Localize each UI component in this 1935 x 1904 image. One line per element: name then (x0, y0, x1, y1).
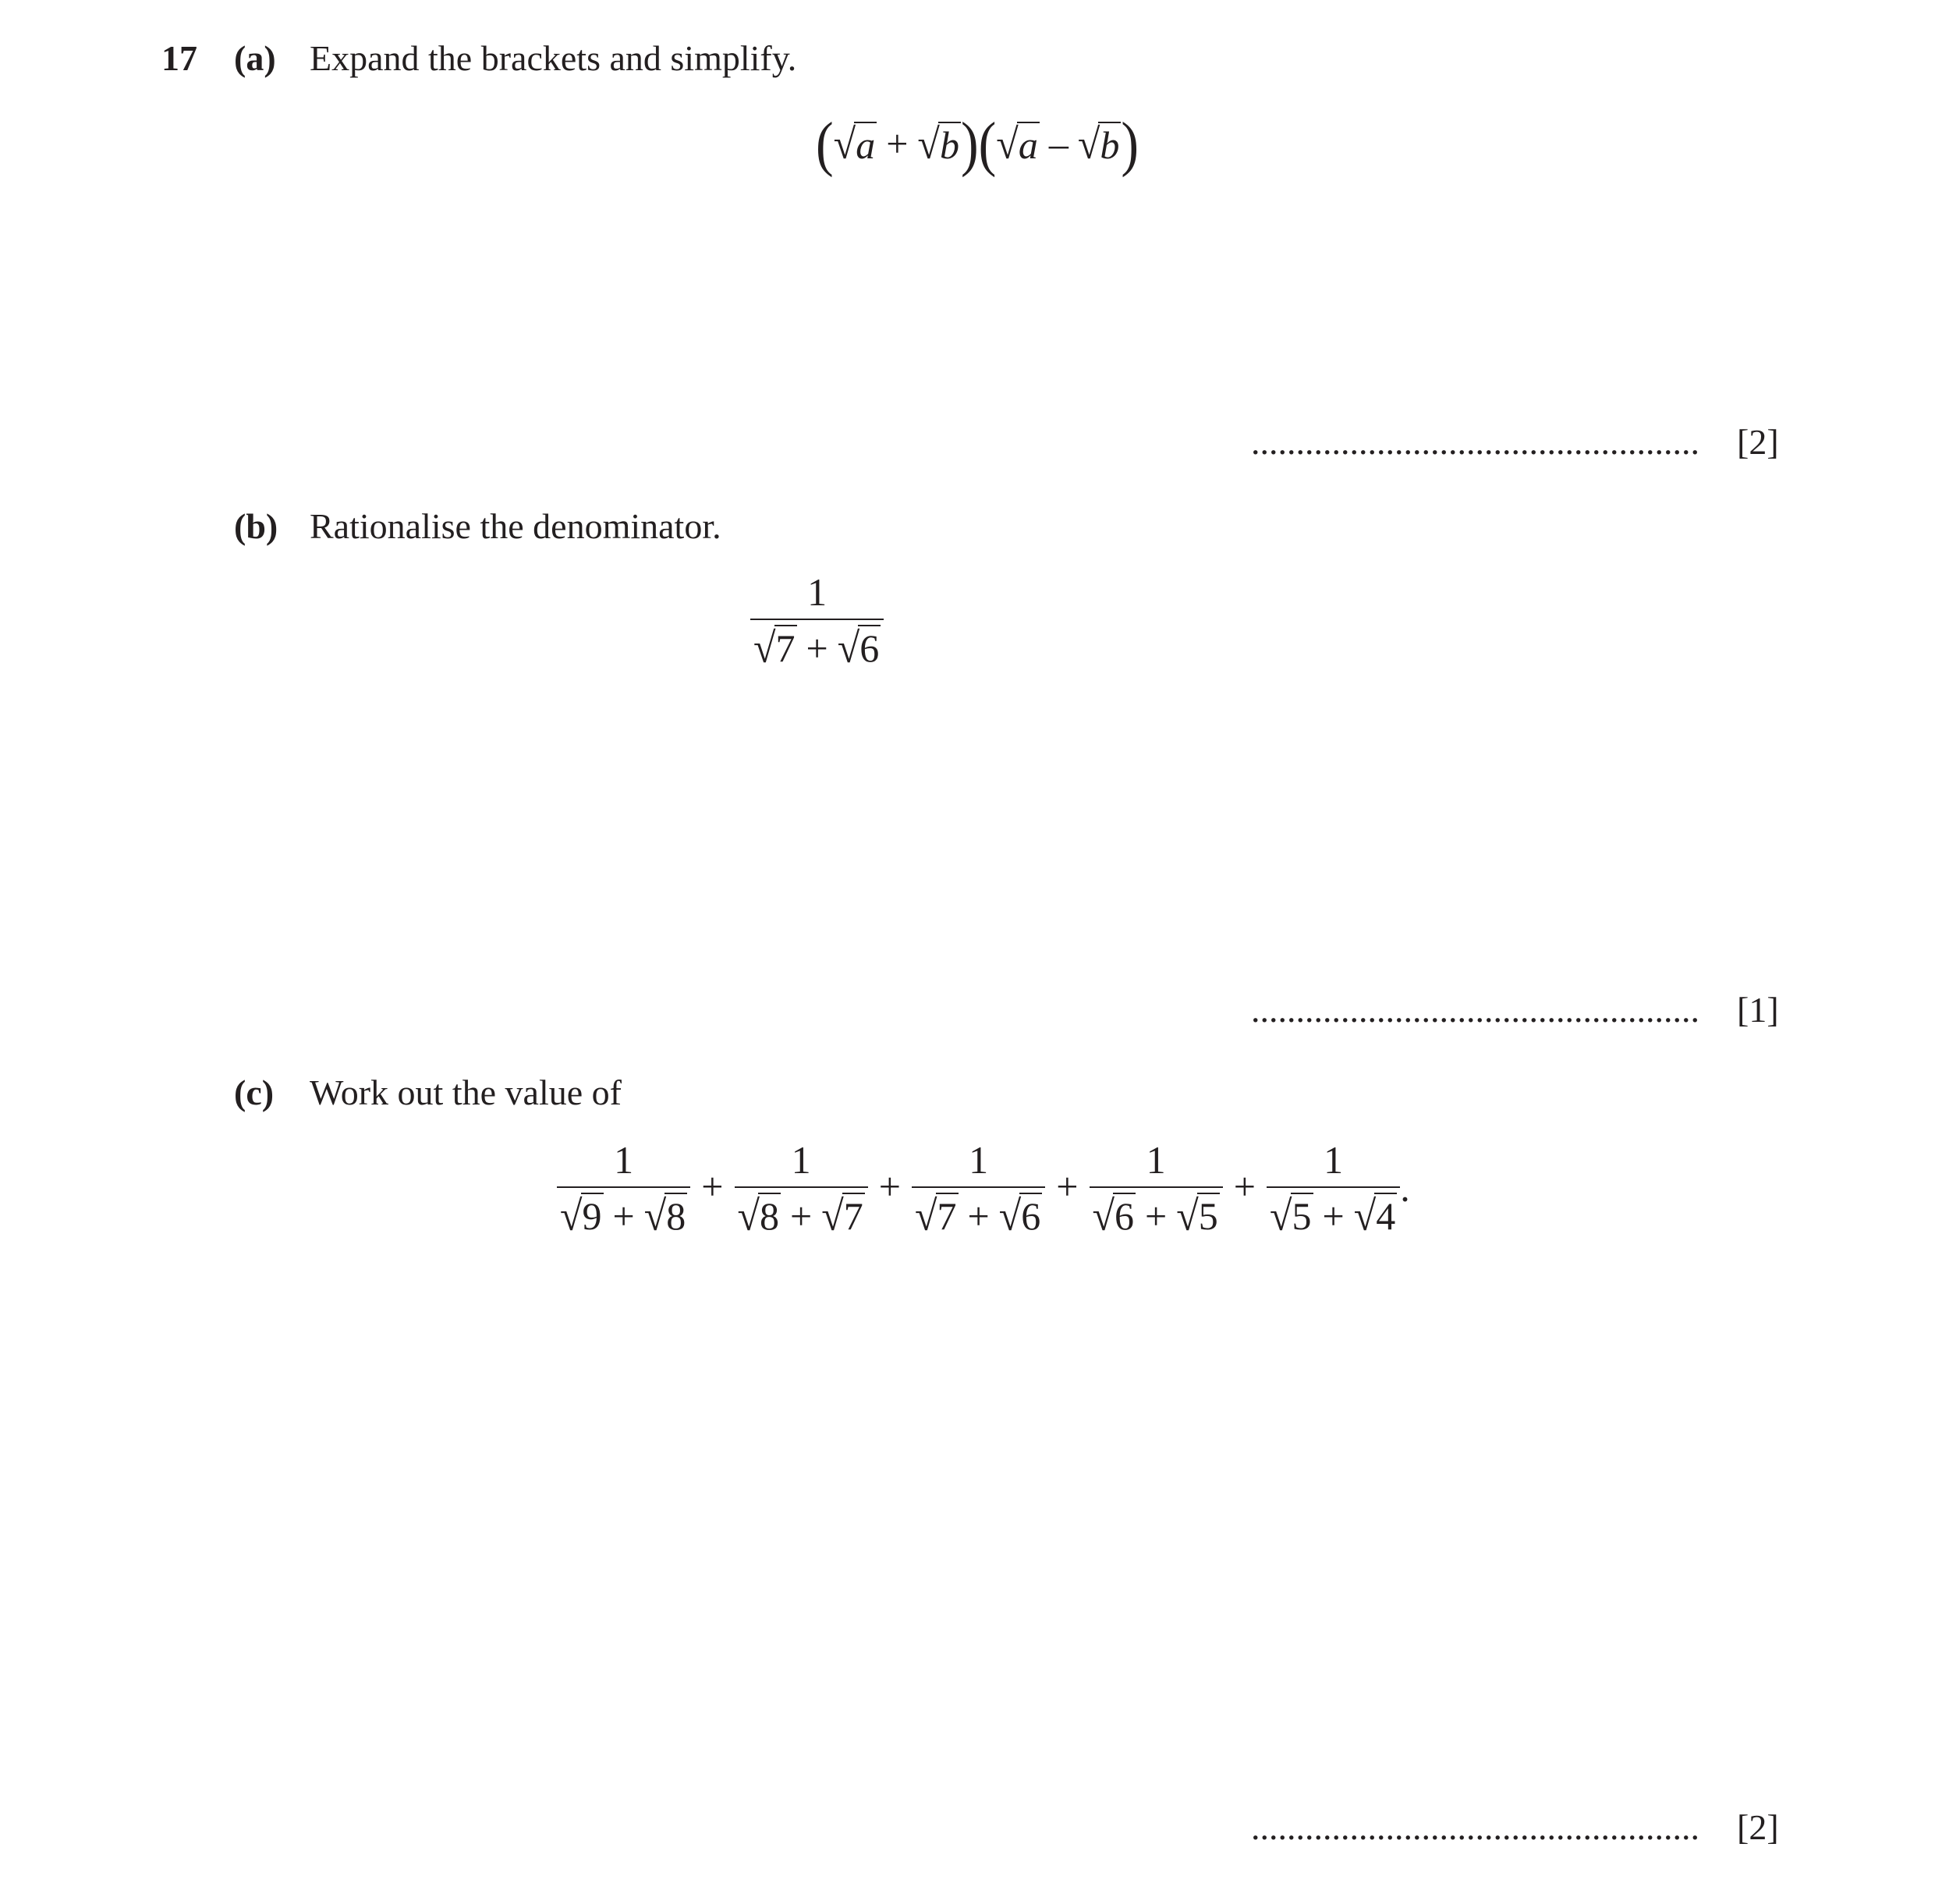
marks-a: [2] (1737, 422, 1779, 462)
plus-sign: + (701, 1164, 724, 1208)
answer-line-b[interactable]: .................................................. (1251, 990, 1699, 1030)
fraction-term: 1 √ 9 + √ 8 (557, 1139, 690, 1237)
fraction-term: 1 √ 7 + √ 6 (912, 1139, 1045, 1237)
open-bracket: ( (978, 109, 997, 178)
minus-sign: – (1048, 122, 1069, 165)
close-bracket: ) (1121, 109, 1139, 178)
close-bracket: ) (960, 109, 979, 178)
answer-line-c[interactable]: .................................................. (1251, 1807, 1699, 1847)
part-a-prompt: Expand the brackets and simplify. (310, 38, 797, 78)
sqrt-a: √ a (833, 121, 876, 168)
numerator: 1 (807, 570, 828, 614)
plus-sign: + (878, 1164, 901, 1208)
part-b-prompt: Rationalise the denominator. (310, 506, 721, 546)
part-c-prompt: Work out the value of (310, 1073, 622, 1112)
sqrt-b: √ b (1077, 121, 1120, 168)
part-b-label: (b) (234, 506, 278, 546)
fraction (750, 570, 884, 672)
fraction-term: 1 √ 5 + √ 4 (1267, 1139, 1400, 1237)
plus-sign: + (886, 122, 909, 165)
fraction-term: 1 √ 8 + √ 7 (735, 1139, 868, 1237)
marks-c: [2] (1737, 1807, 1779, 1847)
sqrt-a: √ a (996, 121, 1038, 168)
part-a-expression (816, 109, 1139, 178)
terminal-period: . (1400, 1165, 1410, 1210)
part-c-label: (c) (234, 1073, 275, 1112)
plus-sign: + (1233, 1164, 1256, 1208)
part-b-fraction (750, 570, 884, 672)
marks-b: [1] (1737, 990, 1779, 1030)
part-a-label: (a) (234, 38, 276, 78)
plus-sign: + (1056, 1164, 1079, 1208)
part-c-sum (557, 1139, 1410, 1237)
denominator: √ 7 + √ 6 (750, 619, 884, 669)
answer-line-a[interactable]: .................................................. (1251, 422, 1699, 462)
sqrt-b: √ b (917, 121, 959, 168)
fraction-term: 1 √ 6 + √ 5 (1090, 1139, 1223, 1237)
open-bracket: ( (816, 109, 834, 178)
question-number: 17 (161, 38, 197, 78)
